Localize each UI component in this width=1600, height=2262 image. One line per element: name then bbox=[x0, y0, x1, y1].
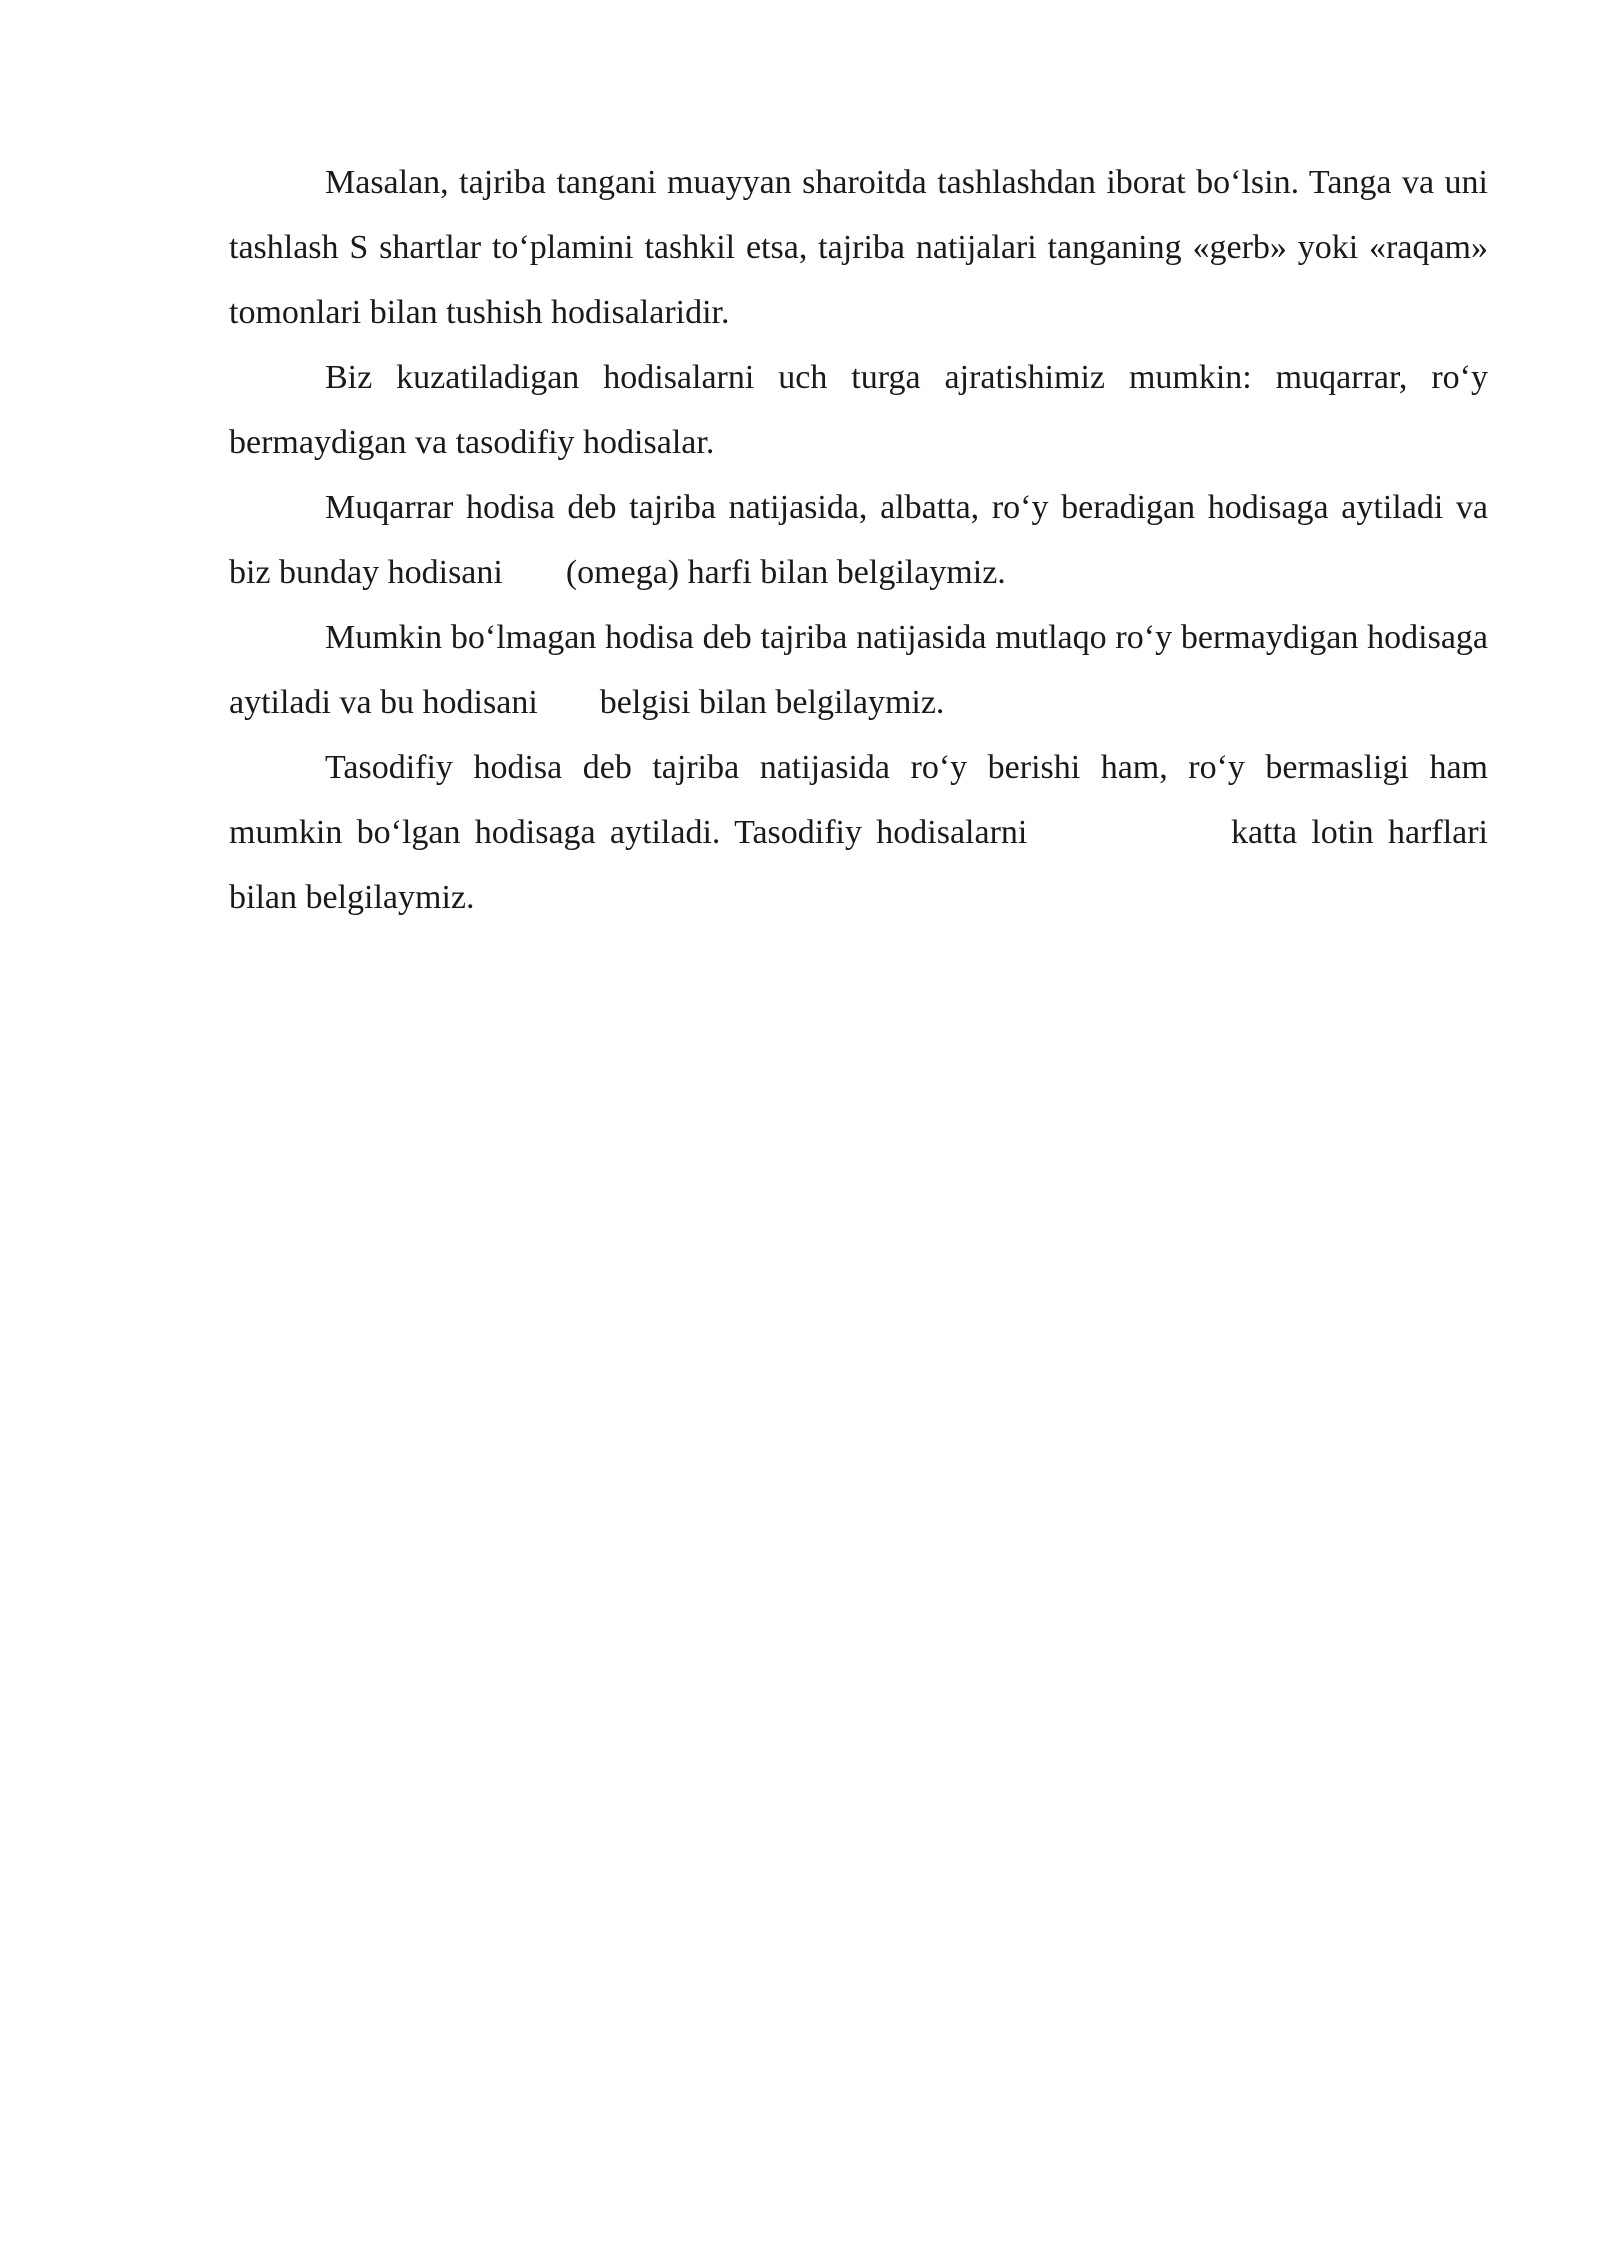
document-body bbox=[229, 150, 1488, 930]
paragraph-random-event-tail: katta lotin harflari bilan belgilaymiz. bbox=[229, 814, 1489, 916]
paragraph-random-event-text: Tasodifiy hodisa deb tajriba natijasida ro‘y berishi ham, ro‘y bermasligi ham mumkin bo‘lgan hodisaga aytiladi. Tasodifiy hodisalarni bbox=[229, 749, 1488, 851]
paragraph-certain-event-text: Muqarrar hodisa deb tajriba natijasida, albatta, ro‘y beradigan hodisaga aytiladi va biz bunday hodisani bbox=[229, 489, 1488, 591]
paragraph-random-event bbox=[229, 735, 1488, 930]
paragraph-coin-experiment: Masalan, tajriba tangani muayyan sharoitda tashlashdan iborat bo‘lsin. Tanga va uni tashlash S shartlar to‘plamini tashkil etsa, tajriba natijalari tanganing «gerb» yoki «raqam» tomonlari bilan tushish hodisalaridir. bbox=[229, 164, 1488, 331]
paragraph-certain-event bbox=[229, 475, 1488, 605]
paragraph-event-types: Biz kuzatiladigan hodisalarni uch turga ajratishimiz mumkin: muqarrar, ro‘y bermaydigan va tasodifiy hodisalar. bbox=[229, 359, 1488, 461]
paragraph-impossible-event-text: Mumkin bo‘lmagan hodisa deb tajriba natijasida mutlaqo ro‘y bermaydigan hodisaga aytiladi va bu hodisani bbox=[229, 619, 1488, 721]
paragraph-certain-event-tail: (omega) harfi bilan belgilaymiz. bbox=[565, 554, 1006, 591]
paragraph-impossible-event bbox=[229, 605, 1488, 735]
paragraph-impossible-event-tail: belgisi bilan belgilaymiz. bbox=[599, 684, 945, 721]
